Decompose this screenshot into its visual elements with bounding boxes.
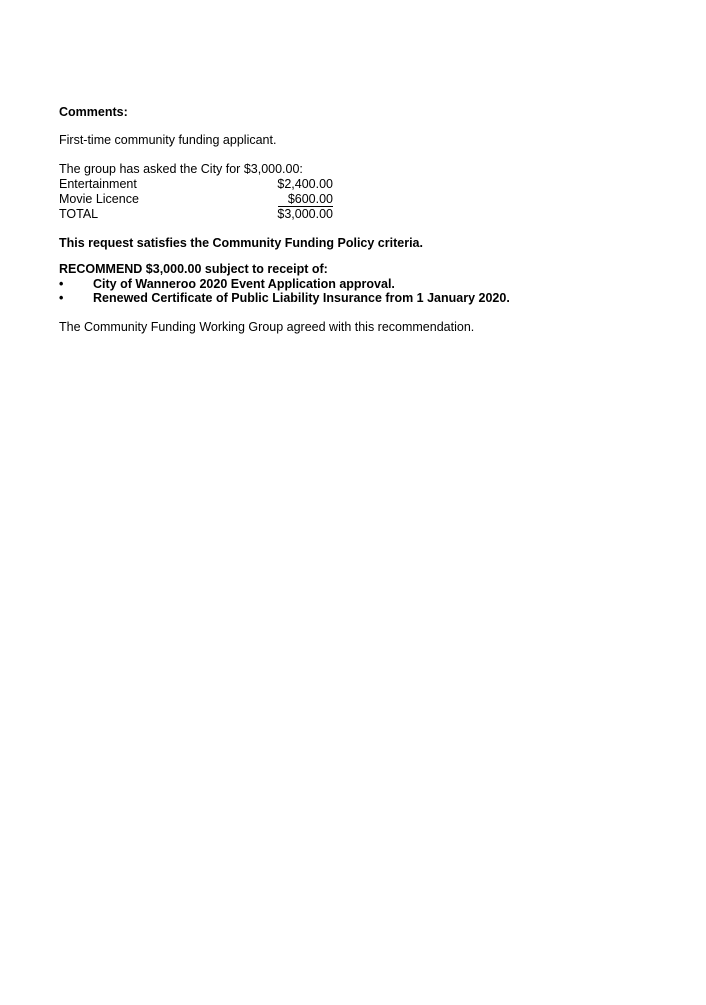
recommendation: RECOMMEND $3,000.00 subject to receipt of: (59, 262, 328, 276)
budget-item-movie-licence: Movie Licence (59, 192, 139, 206)
closing-statement: The Community Funding Working Group agreed with this recommendation. (59, 320, 475, 334)
budget-amount-movie-licence-wrap (213, 192, 333, 207)
budget-item-total: TOTAL (59, 207, 99, 221)
budget-amount-movie-licence: $600.00 (278, 193, 333, 207)
applicant-note: First-time community funding applicant. (59, 133, 277, 147)
policy-statement: This request satisfies the Community Funding Policy criteria. (59, 236, 423, 250)
condition-insurance-certificate: Renewed Certificate of Public Liability Insurance from 1 January 2020. (93, 291, 510, 305)
bullet-icon: • (59, 277, 64, 291)
bullet-icon: • (59, 291, 64, 305)
funding-request-intro: The group has asked the City for $3,000.00: (59, 162, 303, 176)
comments-heading: Comments: (59, 105, 128, 119)
condition-event-approval: City of Wanneroo 2020 Event Application approval. (93, 277, 395, 291)
budget-amount-total: $3,000.00 (277, 207, 333, 221)
budget-amount-entertainment: $2,400.00 (277, 177, 333, 191)
budget-item-entertainment: Entertainment (59, 177, 137, 191)
